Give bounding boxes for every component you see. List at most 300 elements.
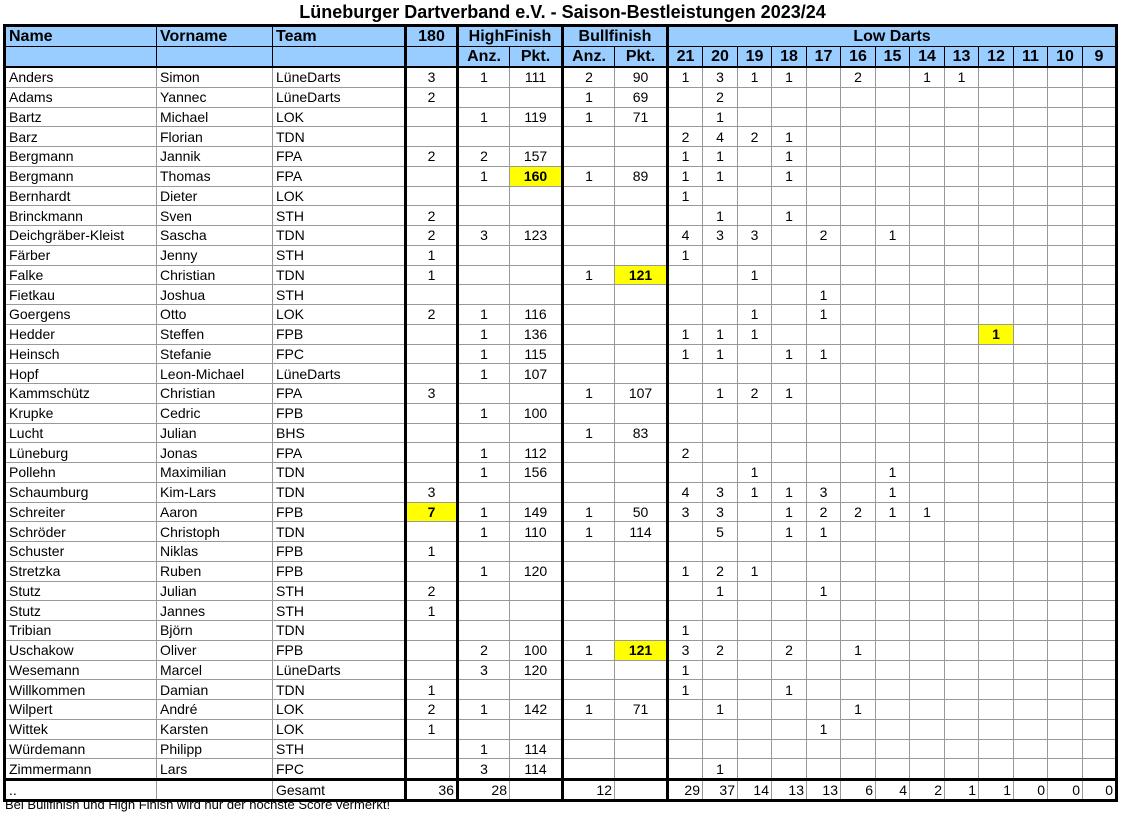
cell-bf-pkt: [615, 285, 668, 305]
cell-team: BHS: [273, 423, 406, 443]
cell-name: Adams: [5, 87, 157, 107]
cell-low-9: [1083, 245, 1117, 265]
cell-low-10: [1048, 364, 1083, 384]
table-row[interactable]: [5, 621, 1117, 641]
cell-low-18: [772, 463, 807, 483]
cell-low-9: [1083, 384, 1117, 404]
table-row[interactable]: [5, 502, 1117, 522]
cell-180: [406, 127, 458, 147]
cell-low-12: [979, 719, 1014, 739]
cell-low-15: [876, 403, 910, 423]
cell-low-18: [772, 87, 807, 107]
cell-low-13: [945, 324, 979, 344]
cell-low-10: [1048, 384, 1083, 404]
cell-low-21: [668, 285, 703, 305]
cell-hf-pkt: 114: [510, 739, 563, 759]
cell-low-11: [1014, 739, 1048, 759]
table-row[interactable]: [5, 403, 1117, 423]
cell-bf-anz: [563, 147, 615, 167]
cell-low-20: 1: [703, 324, 738, 344]
cell-name: Wittek: [5, 719, 157, 739]
table-row[interactable]: [5, 265, 1117, 285]
cell-bf-pkt: 83: [615, 423, 668, 443]
cell-low-12: [979, 700, 1014, 720]
cell-180: 7: [406, 502, 458, 522]
col-header-low-16[interactable]: 16: [841, 47, 876, 68]
cell-low-16: [841, 206, 876, 226]
totals-low-11: 0: [1014, 780, 1048, 801]
cell-low-18: [772, 364, 807, 384]
table-row[interactable]: [5, 87, 1117, 107]
cell-bf-anz: 1: [563, 700, 615, 720]
cell-low-20: 1: [703, 700, 738, 720]
cell-low-18: 1: [772, 67, 807, 87]
cell-bf-anz: [563, 680, 615, 700]
cell-low-9: [1083, 482, 1117, 502]
cell-low-21: 1: [668, 245, 703, 265]
col-header-low-21[interactable]: 21: [668, 47, 703, 68]
cell-bf-pkt: [615, 680, 668, 700]
col-header-low-18[interactable]: 18: [772, 47, 807, 68]
cell-low-17: [807, 403, 841, 423]
table-row[interactable]: [5, 305, 1117, 325]
cell-low-18: [772, 719, 807, 739]
cell-low-14: [910, 739, 945, 759]
cell-low-20: 4: [703, 127, 738, 147]
cell-bf-anz: [563, 581, 615, 601]
cell-low-10: [1048, 206, 1083, 226]
cell-low-20: [703, 305, 738, 325]
cell-team: TDN: [273, 127, 406, 147]
cell-low-20: [703, 186, 738, 206]
table-row[interactable]: [5, 324, 1117, 344]
cell-low-21: [668, 265, 703, 285]
cell-low-11: [1014, 581, 1048, 601]
cell-low-21: 1: [668, 166, 703, 186]
cell-low-12: [979, 581, 1014, 601]
cell-hf-pkt: [510, 265, 563, 285]
cell-hf-pkt: [510, 285, 563, 305]
cell-name: Hedder: [5, 324, 157, 344]
table-row[interactable]: [5, 561, 1117, 581]
cell-hf-pkt: 112: [510, 443, 563, 463]
cell-low-16: [841, 127, 876, 147]
cell-low-15: [876, 344, 910, 364]
cell-low-9: [1083, 226, 1117, 246]
cell-low-18: 1: [772, 127, 807, 147]
totals-name-cell: ..: [5, 780, 157, 801]
cell-low-10: [1048, 443, 1083, 463]
cell-low-9: [1083, 542, 1117, 562]
cell-low-21: [668, 423, 703, 443]
col-header-hf-anz[interactable]: Anz.: [458, 47, 510, 68]
cell-hf-anz: 1: [458, 561, 510, 581]
cell-low-20: 3: [703, 502, 738, 522]
table-row[interactable]: [5, 186, 1117, 206]
col-header-low-11[interactable]: 11: [1014, 47, 1048, 68]
cell-bf-anz: [563, 127, 615, 147]
cell-low-10: [1048, 660, 1083, 680]
cell-180: 1: [406, 542, 458, 562]
col-header-hf-pkt[interactable]: Pkt.: [510, 47, 563, 68]
table-row[interactable]: [5, 166, 1117, 186]
cell-bf-anz: [563, 561, 615, 581]
col-header-low-14[interactable]: 14: [910, 47, 945, 68]
col-header-bf-anz[interactable]: Anz.: [563, 47, 615, 68]
cell-low-9: [1083, 621, 1117, 641]
cell-low-16: [841, 364, 876, 384]
cell-low-21: [668, 206, 703, 226]
cell-low-16: [841, 660, 876, 680]
cell-low-12: [979, 344, 1014, 364]
cell-low-21: 1: [668, 344, 703, 364]
cell-low-17: [807, 206, 841, 226]
cell-low-13: [945, 601, 979, 621]
cell-hf-anz: 2: [458, 640, 510, 660]
cell-low-9: [1083, 324, 1117, 344]
cell-low-17: [807, 166, 841, 186]
cell-low-15: [876, 186, 910, 206]
cell-180: 1: [406, 719, 458, 739]
cell-bf-anz: 1: [563, 423, 615, 443]
cell-low-15: [876, 621, 910, 641]
cell-low-18: 1: [772, 680, 807, 700]
cell-team: LOK: [273, 719, 406, 739]
table-row[interactable]: [5, 245, 1117, 265]
cell-low-13: [945, 700, 979, 720]
cell-low-18: [772, 759, 807, 780]
cell-vorname: Oliver: [157, 640, 273, 660]
cell-bf-anz: [563, 719, 615, 739]
table-row[interactable]: [5, 680, 1117, 700]
cell-low-9: [1083, 443, 1117, 463]
table-row[interactable]: [5, 344, 1117, 364]
cell-vorname: Damian: [157, 680, 273, 700]
cell-low-14: [910, 660, 945, 680]
cell-low-13: [945, 364, 979, 384]
cell-hf-anz: [458, 581, 510, 601]
col-header-low-12[interactable]: 12: [979, 47, 1014, 68]
cell-hf-pkt: 157: [510, 147, 563, 167]
cell-low-16: 2: [841, 67, 876, 87]
table-row[interactable]: [5, 147, 1117, 167]
cell-name: Tribian: [5, 621, 157, 641]
cell-low-11: [1014, 443, 1048, 463]
cell-low-13: [945, 265, 979, 285]
cell-hf-anz: [458, 206, 510, 226]
cell-team: STH: [273, 601, 406, 621]
cell-low-14: [910, 87, 945, 107]
cell-vorname: Otto: [157, 305, 273, 325]
cell-team: FPB: [273, 324, 406, 344]
cell-low-12: [979, 364, 1014, 384]
table-row[interactable]: [5, 443, 1117, 463]
col-header-bf-pkt[interactable]: Pkt.: [615, 47, 668, 68]
col-header-180[interactable]: 180: [406, 26, 458, 47]
cell-180: [406, 759, 458, 780]
cell-low-13: [945, 384, 979, 404]
cell-low-20: [703, 542, 738, 562]
totals-low-14: 2: [910, 780, 945, 801]
cell-hf-anz: 1: [458, 344, 510, 364]
cell-low-16: [841, 482, 876, 502]
table-row[interactable]: [5, 67, 1117, 87]
table-row[interactable]: [5, 719, 1117, 739]
cell-low-10: [1048, 561, 1083, 581]
cell-low-11: [1014, 384, 1048, 404]
cell-low-12: [979, 107, 1014, 127]
cell-low-13: [945, 186, 979, 206]
cell-180: [406, 364, 458, 384]
cell-180: [406, 166, 458, 186]
season-stats-table: [3, 24, 1118, 802]
cell-low-18: 1: [772, 384, 807, 404]
cell-low-17: 1: [807, 305, 841, 325]
cell-low-20: [703, 601, 738, 621]
cell-low-19: [738, 245, 772, 265]
cell-low-15: [876, 581, 910, 601]
totals-low-13: 1: [945, 780, 979, 801]
cell-name: Goergens: [5, 305, 157, 325]
col-header-low-17[interactable]: 17: [807, 47, 841, 68]
cell-vorname: Yannec: [157, 87, 273, 107]
cell-low-17: [807, 759, 841, 780]
cell-180: 3: [406, 384, 458, 404]
cell-low-19: [738, 87, 772, 107]
cell-vorname: Björn: [157, 621, 273, 641]
cell-low-19: 1: [738, 324, 772, 344]
cell-team: STH: [273, 206, 406, 226]
cell-hf-anz: 1: [458, 522, 510, 542]
cell-low-18: [772, 561, 807, 581]
cell-low-20: [703, 680, 738, 700]
cell-low-17: [807, 186, 841, 206]
cell-low-10: [1048, 285, 1083, 305]
table-row[interactable]: [5, 660, 1117, 680]
col-header-low-15[interactable]: 15: [876, 47, 910, 68]
cell-low-20: [703, 660, 738, 680]
table-row[interactable]: [5, 206, 1117, 226]
cell-low-15: [876, 364, 910, 384]
cell-low-19: [738, 186, 772, 206]
cell-vorname: Kim-Lars: [157, 482, 273, 502]
cell-hf-pkt: [510, 206, 563, 226]
table-row[interactable]: [5, 423, 1117, 443]
cell-low-9: [1083, 127, 1117, 147]
cell-bf-pkt: [615, 463, 668, 483]
cell-low-12: [979, 561, 1014, 581]
cell-low-21: [668, 719, 703, 739]
cell-low-19: 1: [738, 305, 772, 325]
cell-low-13: [945, 463, 979, 483]
cell-low-15: [876, 67, 910, 87]
table-row[interactable]: [5, 285, 1117, 305]
cell-low-19: 1: [738, 482, 772, 502]
cell-bf-pkt: 107: [615, 384, 668, 404]
cell-low-15: [876, 285, 910, 305]
cell-low-18: [772, 700, 807, 720]
cell-low-14: [910, 719, 945, 739]
cell-low-20: 1: [703, 759, 738, 780]
cell-low-11: [1014, 245, 1048, 265]
cell-low-14: [910, 147, 945, 167]
cell-low-11: [1014, 285, 1048, 305]
cell-low-21: [668, 739, 703, 759]
cell-low-12: [979, 443, 1014, 463]
cell-low-21: [668, 601, 703, 621]
cell-low-9: [1083, 67, 1117, 87]
col-header-low-9[interactable]: 9: [1083, 47, 1117, 68]
cell-hf-pkt: 116: [510, 305, 563, 325]
table-row[interactable]: [5, 522, 1117, 542]
cell-180: [406, 107, 458, 127]
cell-low-10: [1048, 265, 1083, 285]
cell-name: Anders: [5, 67, 157, 87]
table-row[interactable]: [5, 759, 1117, 780]
cell-low-13: [945, 344, 979, 364]
cell-hf-pkt: 100: [510, 403, 563, 423]
cell-low-18: 1: [772, 482, 807, 502]
table-row[interactable]: [5, 640, 1117, 660]
col-header-team[interactable]: Team: [273, 26, 406, 47]
cell-low-15: [876, 206, 910, 226]
table-row[interactable]: [5, 107, 1117, 127]
table-row[interactable]: [5, 127, 1117, 147]
cell-low-12: [979, 660, 1014, 680]
cell-low-19: [738, 166, 772, 186]
totals-hf-anz: 28: [458, 780, 510, 801]
cell-low-19: [738, 660, 772, 680]
table-row[interactable]: [5, 581, 1117, 601]
cell-low-20: [703, 739, 738, 759]
cell-low-13: [945, 502, 979, 522]
table-row[interactable]: [5, 700, 1117, 720]
cell-low-10: [1048, 245, 1083, 265]
cell-vorname: Lars: [157, 759, 273, 780]
cell-low-14: [910, 561, 945, 581]
cell-vorname: Christoph: [157, 522, 273, 542]
col-header-low-19[interactable]: 19: [738, 47, 772, 68]
table-row[interactable]: [5, 364, 1117, 384]
cell-low-10: [1048, 107, 1083, 127]
cell-low-14: [910, 186, 945, 206]
cell-low-12: [979, 403, 1014, 423]
cell-vorname: Florian: [157, 127, 273, 147]
cell-low-18: 1: [772, 344, 807, 364]
totals-low-15: 4: [876, 780, 910, 801]
cell-low-16: [841, 443, 876, 463]
cell-vorname: Jenny: [157, 245, 273, 265]
cell-low-14: [910, 759, 945, 780]
totals-bf-anz: 12: [563, 780, 615, 801]
cell-low-20: 2: [703, 87, 738, 107]
cell-low-15: [876, 522, 910, 542]
cell-low-14: 1: [910, 502, 945, 522]
cell-low-15: [876, 166, 910, 186]
cell-bf-pkt: 89: [615, 166, 668, 186]
cell-low-12: [979, 285, 1014, 305]
cell-low-19: [738, 206, 772, 226]
cell-low-19: [738, 759, 772, 780]
cell-name: Brinckmann: [5, 206, 157, 226]
cell-low-9: [1083, 403, 1117, 423]
cell-bf-anz: [563, 285, 615, 305]
cell-low-12: [979, 147, 1014, 167]
cell-low-13: [945, 739, 979, 759]
cell-low-18: [772, 186, 807, 206]
cell-bf-anz: [563, 186, 615, 206]
cell-bf-anz: 2: [563, 67, 615, 87]
table-row[interactable]: [5, 739, 1117, 759]
cell-bf-pkt: 50: [615, 502, 668, 522]
cell-vorname: Maximilian: [157, 463, 273, 483]
col-header-low-20[interactable]: 20: [703, 47, 738, 68]
cell-low-10: [1048, 601, 1083, 621]
cell-bf-pkt: [615, 542, 668, 562]
cell-team: TDN: [273, 482, 406, 502]
cell-low-16: [841, 403, 876, 423]
table-row[interactable]: [5, 226, 1117, 246]
col-header-low-13[interactable]: 13: [945, 47, 979, 68]
cell-low-18: 1: [772, 166, 807, 186]
cell-low-11: [1014, 463, 1048, 483]
cell-low-15: [876, 700, 910, 720]
col-header-vorname[interactable]: Vorname: [157, 26, 273, 47]
totals-low-10: 0: [1048, 780, 1083, 801]
cell-low-9: [1083, 601, 1117, 621]
cell-180: 2: [406, 305, 458, 325]
cell-name: Bernhardt: [5, 186, 157, 206]
col-header-name[interactable]: Name: [5, 26, 157, 47]
cell-low-15: [876, 739, 910, 759]
cell-low-16: [841, 581, 876, 601]
cell-low-12: [979, 502, 1014, 522]
cell-low-19: [738, 107, 772, 127]
table-row[interactable]: [5, 601, 1117, 621]
cell-team: LOK: [273, 107, 406, 127]
cell-low-14: [910, 403, 945, 423]
table-row[interactable]: [5, 542, 1117, 562]
cell-bf-anz: 1: [563, 640, 615, 660]
cell-low-21: 4: [668, 226, 703, 246]
footnote: Bei Bullfinish und High Finish wird nur der höchste Score vermerkt!: [5, 797, 391, 812]
cell-bf-anz: [563, 660, 615, 680]
cell-low-14: [910, 245, 945, 265]
cell-low-11: [1014, 502, 1048, 522]
table-row[interactable]: [5, 463, 1117, 483]
cell-low-16: [841, 522, 876, 542]
cell-low-18: [772, 403, 807, 423]
cell-low-9: [1083, 87, 1117, 107]
cell-low-18: [772, 601, 807, 621]
cell-bf-anz: 1: [563, 502, 615, 522]
cell-low-17: [807, 245, 841, 265]
cell-bf-pkt: [615, 482, 668, 502]
totals-low-17: 13: [807, 780, 841, 801]
cell-team: LüneDarts: [273, 364, 406, 384]
cell-low-14: 1: [910, 67, 945, 87]
cell-low-12: [979, 305, 1014, 325]
cell-low-19: 2: [738, 127, 772, 147]
cell-low-20: 1: [703, 384, 738, 404]
table-row[interactable]: [5, 482, 1117, 502]
cell-team: FPB: [273, 502, 406, 522]
cell-low-20: 2: [703, 561, 738, 581]
cell-bf-anz: [563, 463, 615, 483]
col-header-low-10[interactable]: 10: [1048, 47, 1083, 68]
cell-low-10: [1048, 324, 1083, 344]
table-row[interactable]: [5, 384, 1117, 404]
